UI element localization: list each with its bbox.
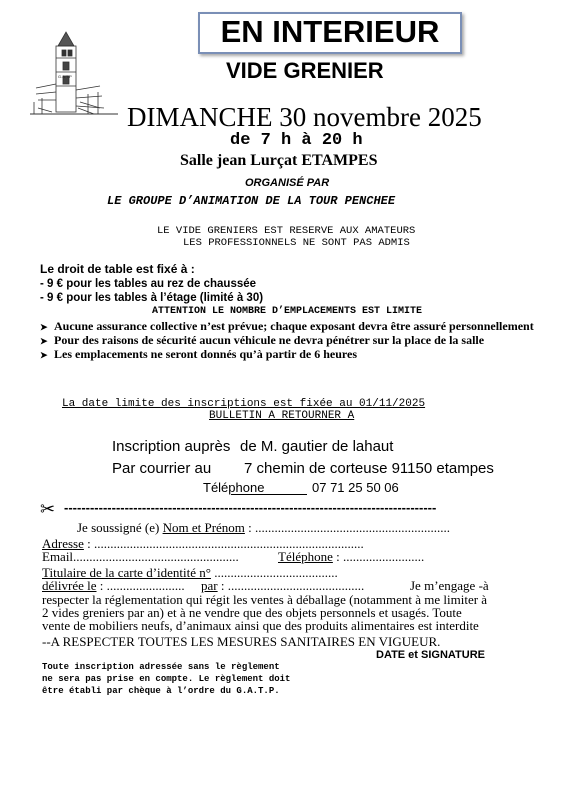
fee-title: Le droit de table est fixé à : xyxy=(40,262,195,276)
rule-item: ➤ Aucune assurance collective n’est prévue; chaque exposant devra être assuré personnellement xyxy=(40,319,534,333)
organizer-name: LE GROUPE D’ANIMATION DE LA TOUR PENCHEE xyxy=(107,194,396,208)
id-field[interactable]: ...................................... xyxy=(210,565,338,580)
arrow-bullet-icon: ➤ xyxy=(40,336,48,346)
engage-text: Je m’engage -à xyxy=(410,578,489,593)
organized-by: ORGANISÉ PAR xyxy=(245,177,330,189)
engagement-paragraph-line: vente de mobiliers neufs, d’animaux ainsi que des produits alimentaires est interdite xyxy=(42,618,479,633)
inscription-contact: de M. gautier de lahaut xyxy=(240,438,394,455)
phone-number: 07 71 25 50 06 xyxy=(312,480,399,495)
form-phone-label: Téléphone xyxy=(278,549,333,564)
arrow-bullet-icon: ➤ xyxy=(40,350,48,360)
address-field[interactable]: : ................................................................................... xyxy=(83,536,364,551)
footer-note-line: Toute inscription adressée sans le règlement xyxy=(42,662,280,672)
engagement-paragraph-line: 2 vides greniers par an) et à ne vendre que des objets personnels et usagés. Toute xyxy=(42,605,462,620)
bulletin-label: BULLETIN A RETOURNER A xyxy=(209,410,355,422)
registration-deadline: La date limite des inscriptions est fixée au 01/11/2025 xyxy=(62,398,426,410)
logo-text: G.A.T.P xyxy=(58,74,72,79)
fee-item: - 9 € pour les tables au rez de chaussée xyxy=(40,278,257,290)
engagement-paragraph-line: respecter la réglementation qui régit les ventes à déballage (notamment à me limiter à xyxy=(42,592,488,607)
event-hours: de 7 h à 20 h xyxy=(230,131,363,150)
rule-item: ➤ Pour des raisons de sécurité aucun véhicule ne devra pénétrer sur la place de la salle xyxy=(40,333,485,347)
page-subtitle: VIDE GRENIER xyxy=(226,58,384,83)
issued-label: délivrée le xyxy=(42,578,97,593)
phone-label: Téléphone xyxy=(203,480,265,495)
event-date: DIMANCHE 30 novembre 2025 xyxy=(127,102,482,132)
leaning-tower-icon xyxy=(28,28,120,120)
address-label: Adresse xyxy=(42,536,84,551)
name-label: Nom et Prénom xyxy=(162,520,245,535)
rule-item: ➤ Les emplacements ne seront donnés qu’à partir de 6 heures xyxy=(40,347,357,361)
fee-item: - 9 € pour les tables à l’étage (limité à 30) xyxy=(40,292,264,304)
notice-line-1: LE VIDE GRENIERS EST RESERVE AUX AMATEURS xyxy=(157,225,416,237)
by-field[interactable]: : .......................................... xyxy=(217,578,365,593)
engagement-paragraph-line: --A RESPECTER TOUTES LES MESURES SANITAIRES EN VIGUEUR. xyxy=(42,634,441,649)
mail-address: 7 chemin de corteuse 91150 etampes xyxy=(244,460,494,477)
cut-line: -------------------------------------------------------------------------------------- xyxy=(64,500,437,515)
by-label: par xyxy=(201,578,218,593)
signature-label: DATE et SIGNATURE xyxy=(376,649,485,661)
email-field[interactable]: Email................................................... xyxy=(42,549,239,564)
name-field[interactable]: : ............................................................ xyxy=(244,520,451,535)
issued-field[interactable]: : ........................ xyxy=(96,578,185,593)
form-phone-field[interactable]: : ......................... xyxy=(332,549,425,564)
attention-notice: ATTENTION LE NOMBRE D’EMPLACEMENTS EST LIMITE xyxy=(152,306,423,317)
arrow-bullet-icon: ➤ xyxy=(40,322,48,332)
form-phone-line xyxy=(278,549,424,565)
event-venue: Salle jean Lurçat ETAMPES xyxy=(180,152,378,169)
footer-note-line: être établi par chèque à l’ordre du G.A.T.P. xyxy=(42,686,280,696)
scissors-icon: ✂ xyxy=(40,499,56,519)
inscription-label: Inscription auprès xyxy=(112,438,231,455)
id-label: Titulaire de la carte d’identité n° xyxy=(42,565,211,580)
mail-label: Par courrier au xyxy=(112,460,212,477)
form-name-line: Je soussigné (e) Nom et Prénom : ............................................................ xyxy=(77,520,451,535)
notice-line-2: LES PROFESSIONNELS NE SONT PAS ADMIS xyxy=(183,237,410,249)
page-title: EN INTERIEUR xyxy=(220,14,440,49)
phone-underline xyxy=(231,480,307,495)
footer-note-line: ne sera pas prise en compte. Le règlement doit xyxy=(42,674,291,684)
